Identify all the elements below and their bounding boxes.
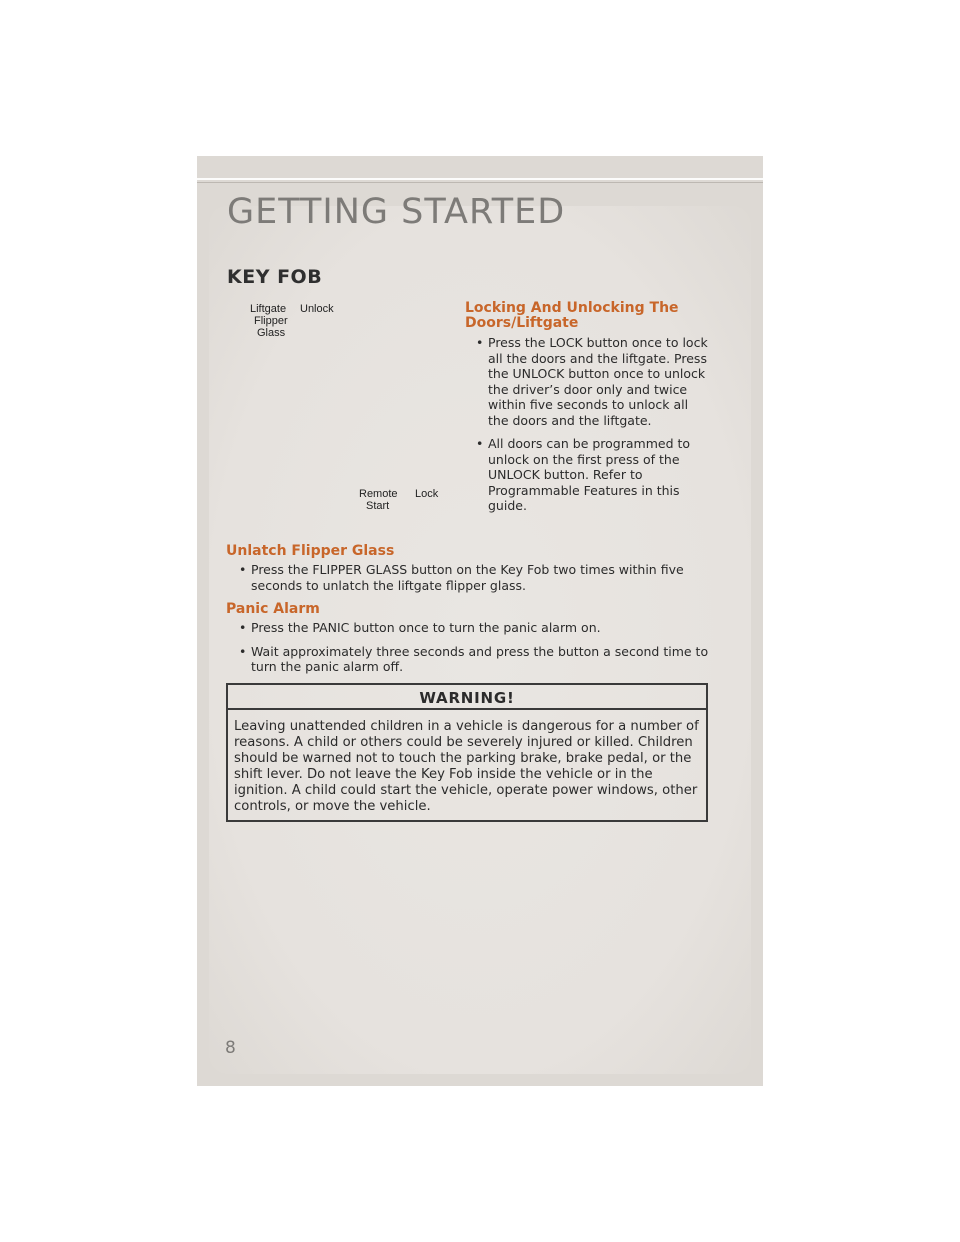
fob-label-unlock: Unlock [300,303,334,315]
chapter-title: GETTING STARTED [227,192,566,232]
panic-heading: Panic Alarm [226,601,320,617]
locking-bullets [476,335,708,522]
list-item: • Press the PANIC button once to turn the panic alarm on. [239,620,711,636]
panic-bullets [239,620,711,683]
fob-label-remote: Remote [359,488,398,500]
locking-heading-line2: Doors/Liftgate [465,315,579,331]
unlatch-heading: Unlatch Flipper Glass [226,543,395,559]
warning-title: WARNING! [228,685,706,710]
list-item: • Press the LOCK button once to lock all the doors and the liftgate. Press the UNLOCK button once to unlock the driver’s door only and twice within five seconds to unlock all the doors and the liftgate. [476,335,708,428]
manual-page [197,156,763,1086]
key-fob-figure [227,296,457,526]
locking-heading [465,301,679,331]
unlatch-bullets [239,562,705,601]
fob-label-lock: Lock [415,488,439,500]
fob-label-start: Start [366,500,390,512]
fob-label-liftgate: Liftgate [250,303,287,315]
warning-box [226,683,708,822]
list-item: • All doors can be programmed to unlock on the first press of the UNLOCK button. Refer to Programmable Features in this guide. [476,436,708,514]
header-rule [197,178,763,180]
locking-heading-line1: Locking And Unlocking The [465,300,679,316]
fob-label-flipper: Flipper [254,315,288,327]
warning-body: Leaving unattended children in a vehicle is dangerous for a number of reasons. A child or others could be severely injured or killed. Children should be warned not to touch the parking brake, brake pedal, or the shift lever. Do not leave the Key Fob inside the vehicle or in the ignition. A child could start the vehicle, operate power windows, other controls, or move the vehicle. [234,719,699,814]
section-heading: KEY FOB [227,266,323,288]
fob-label-glass: Glass [257,327,286,339]
list-item: • Wait approximately three seconds and press the button a second time to turn the panic alarm off. [239,644,711,675]
header-rule-shadow [197,182,763,183]
list-item: • Press the FLIPPER GLASS button on the Key Fob two times within five seconds to unlatch the liftgate flipper glass. [239,562,705,593]
page-number: 8 [225,1038,236,1058]
